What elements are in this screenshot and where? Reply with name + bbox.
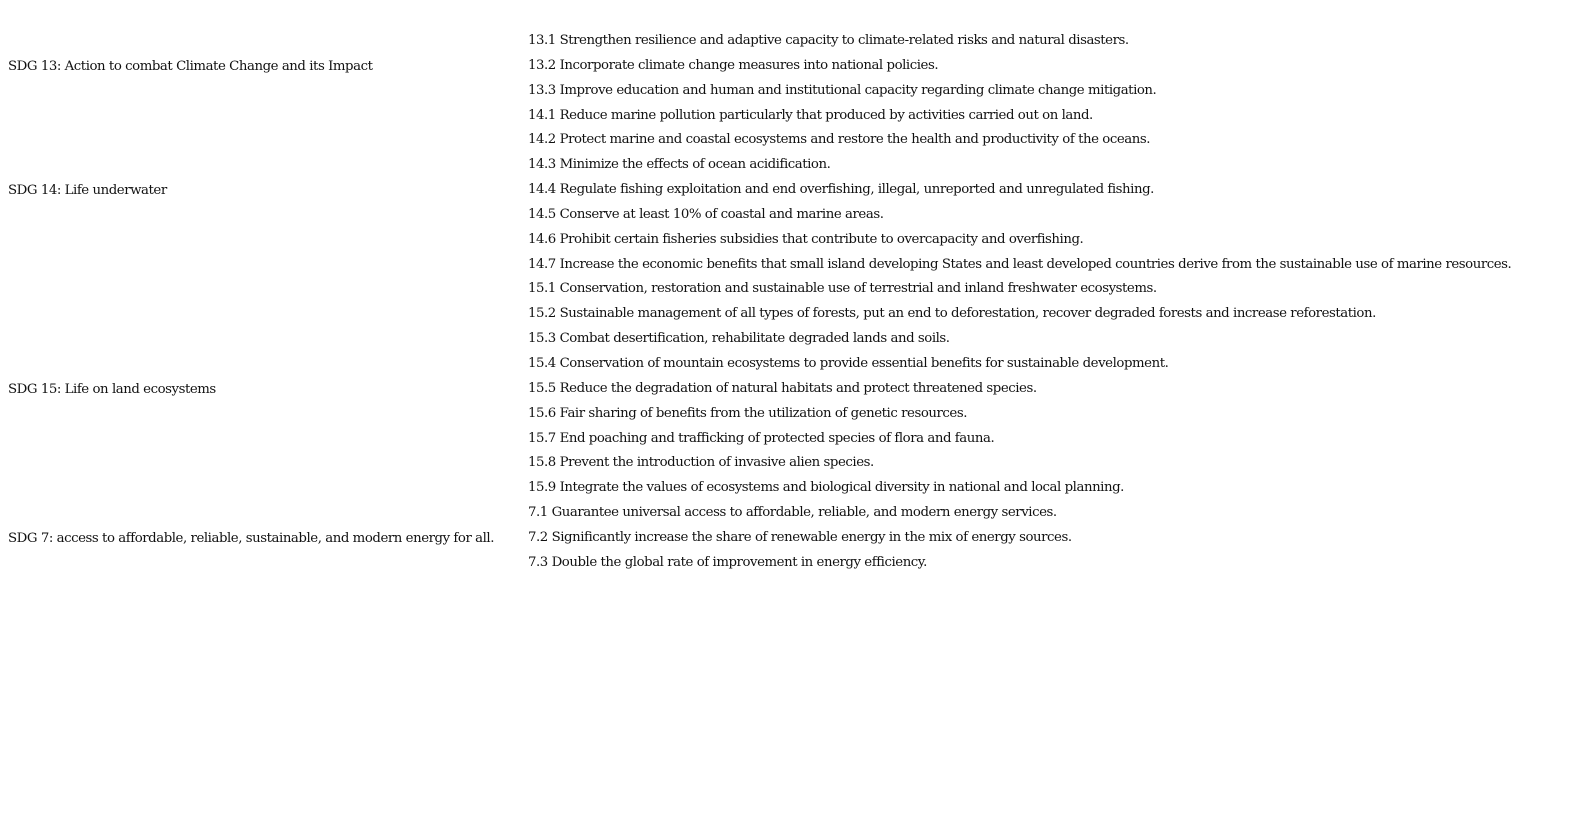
target-item: 7.3 Double the global rate of improvement in energy efficiency. xyxy=(528,554,927,570)
goal-label: SDG 13: Action to combat Climate Change and its Impact xyxy=(8,58,373,74)
sdg-group-13 xyxy=(8,29,1572,104)
target-item: 14.1 Reduce marine pollution particularly that produced by activities carried out on land. xyxy=(528,107,1093,123)
sdg-group-14 xyxy=(8,104,1572,278)
sdg-group-15 xyxy=(8,277,1572,501)
target-item: 13.3 Improve education and human and institutional capacity regarding climate change mitigation. xyxy=(528,82,1157,98)
target-item: 15.1 Conservation, restoration and sustainable use of terrestrial and inland freshwater ecosystems. xyxy=(528,281,1157,297)
target-item: 15.7 End poaching and trafficking of protected species of flora and fauna. xyxy=(528,430,995,446)
target-item: 14.3 Minimize the effects of ocean acidification. xyxy=(528,157,831,173)
target-list xyxy=(528,277,1572,501)
target-item: 15.2 Sustainable management of all types of forests, put an end to deforestation, recover degraded forests and increase reforestation. xyxy=(528,306,1376,322)
target-item: 7.2 Significantly increase the share of renewable energy in the mix of energy sources. xyxy=(528,529,1072,545)
target-list xyxy=(528,29,1572,104)
target-item: 15.6 Fair sharing of benefits from the utilization of genetic resources. xyxy=(528,405,967,421)
target-item: 15.8 Prevent the introduction of invasive alien species. xyxy=(528,455,874,471)
target-item: 7.1 Guarantee universal access to affordable, reliable, and modern energy services. xyxy=(528,505,1057,521)
target-item: 15.5 Reduce the degradation of natural habitats and protect threatened species. xyxy=(528,380,1037,396)
target-item: 14.7 Increase the economic benefits that small island developing States and least developed countries derive from the sustainable use of marine resources. xyxy=(528,256,1512,272)
target-item: 14.5 Conserve at least 10% of coastal and marine areas. xyxy=(528,206,884,222)
target-item: 13.1 Strengthen resilience and adaptive capacity to climate-related risks and natural disasters. xyxy=(528,33,1129,48)
target-item: 15.3 Combat desertification, rehabilitate degraded lands and soils. xyxy=(528,331,950,347)
target-list xyxy=(528,104,1572,278)
target-list xyxy=(528,501,1572,576)
sdg-group-7 xyxy=(8,501,1572,576)
target-item: 14.2 Protect marine and coastal ecosystems and restore the health and productivity of the oceans. xyxy=(528,132,1150,148)
target-item: 15.4 Conservation of mountain ecosystems to provide essential benefits for sustainable development. xyxy=(528,355,1169,371)
sdg-table xyxy=(8,29,1572,576)
target-item: 14.6 Prohibit certain fisheries subsidies that contribute to overcapacity and overfishing. xyxy=(528,231,1084,247)
target-item: 13.2 Incorporate climate change measures into national policies. xyxy=(528,57,939,73)
goal-label: SDG 14: Life underwater xyxy=(8,182,167,198)
target-item: 15.9 Integrate the values of ecosystems and biological diversity in national and local planning. xyxy=(528,480,1124,496)
target-item: 14.4 Regulate fishing exploitation and end overfishing, illegal, unreported and unregulated fishing. xyxy=(528,182,1154,198)
goal-label: SDG 15: Life on land ecosystems xyxy=(8,381,216,397)
goal-label: SDG 7: access to affordable, reliable, sustainable, and modern energy for all. xyxy=(8,530,494,546)
